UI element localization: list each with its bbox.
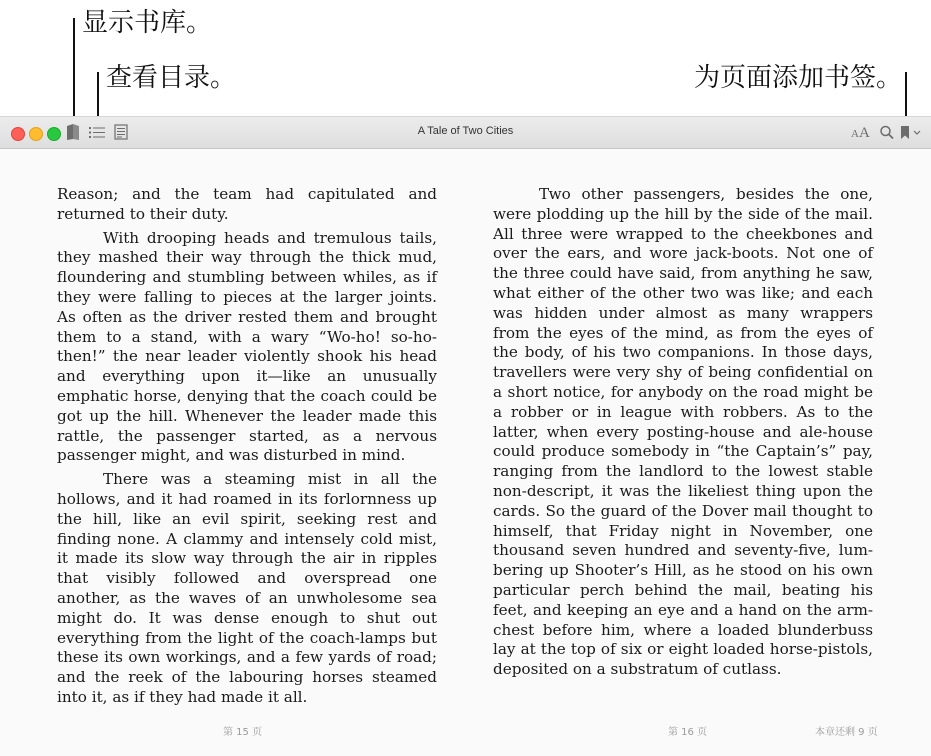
left-page-text — [57, 185, 437, 712]
reader-window — [0, 116, 931, 756]
bookmark-icon[interactable] — [900, 123, 910, 141]
callout-library: 显示书库。 — [82, 8, 213, 38]
paragraph: Reason; and the team had capitulated and returned to their duty. — [57, 185, 437, 223]
paragraph: There was a steaming mist in all the hollows, and it had roamed in its forlornness up the hill, like an evil spirit, seeking rest and finding none. A clammy and intensely cold mist, it made its slow way through the air in ripples that visibly followed and overspread one another, as the waves of an unwholesome sea might do. It was dense enough to shut out everything from the light of the coach-lamps but these its own workings, and a few yards of road; and the reek of the labouring horses steamed into it, as if they had made it all. — [57, 470, 437, 706]
left-page-number: 第 15 页 — [223, 727, 263, 738]
callout-library-line — [73, 18, 75, 118]
window-title: A Tale of Two Cities — [417, 125, 514, 137]
callout-toc: 查看目录。 — [106, 63, 237, 93]
chapter-pages-remaining: 本章还剩 9 页 — [815, 727, 878, 738]
callout-toc-line — [97, 72, 99, 120]
chevron-down-icon[interactable] — [912, 123, 922, 141]
right-page-number: 第 16 页 — [668, 727, 708, 738]
right-page-text — [493, 185, 873, 684]
font-size-icon[interactable]: AA — [851, 125, 870, 141]
callout-bookmark: 为页面添加书签。 — [694, 63, 903, 93]
toolbar — [0, 117, 931, 149]
paragraph: Two other passengers, besides the one, were plodding up the hill by the side of the mail. All three were wrapped to the cheekbones and over the ears, and wore jack-boots. Not one of the three could have said, from anything he saw, what either of the other two was like; and each was hidden under almost as many wrappers from the eyes of the mind, as from the eyes of the body, of his two companions. In those days, travellers were very shy of being confidential on a short notice, for anybody on the road might be a robber or in league with robbers. As to the latter, when every posting-house and ale-house could produce somebody in “the Captain’s” pay, ranging from the landlord to the lowest stable non-descript, it was the likeliest thing upon the cards. So the guard of the Dover mail thought to himself, that Friday night in November, one thousand seven hundred and seventy-five, lumbering up Shooter’s Hill, as he stood on his own particular perch behind the mail, beating his feet, and keeping an eye and a hand on the arm-chest before him, where a loaded blunderbuss lay at the top of six or eight loaded horse-pistols, deposited on a substratum of cutlass. — [493, 185, 873, 679]
paragraph: With drooping heads and tremulous tails, they mashed their way through the thick mud, floundering and stumbling between whiles, as if they were falling to pieces at the larger joints. As often as the driver rested them and brought them to a stand, with a wary “Wo-ho! so-ho-then!” the near leader violently shook his head and everything upon it—like an unusually emphatic horse, denying that the coach could be got up the hill. Whenever the leader made this rattle, the passenger started, as a nervous passenger might, and was disturbed in mind. — [57, 228, 437, 465]
callout-bookmark-line — [905, 72, 907, 120]
search-icon[interactable] — [879, 123, 895, 141]
